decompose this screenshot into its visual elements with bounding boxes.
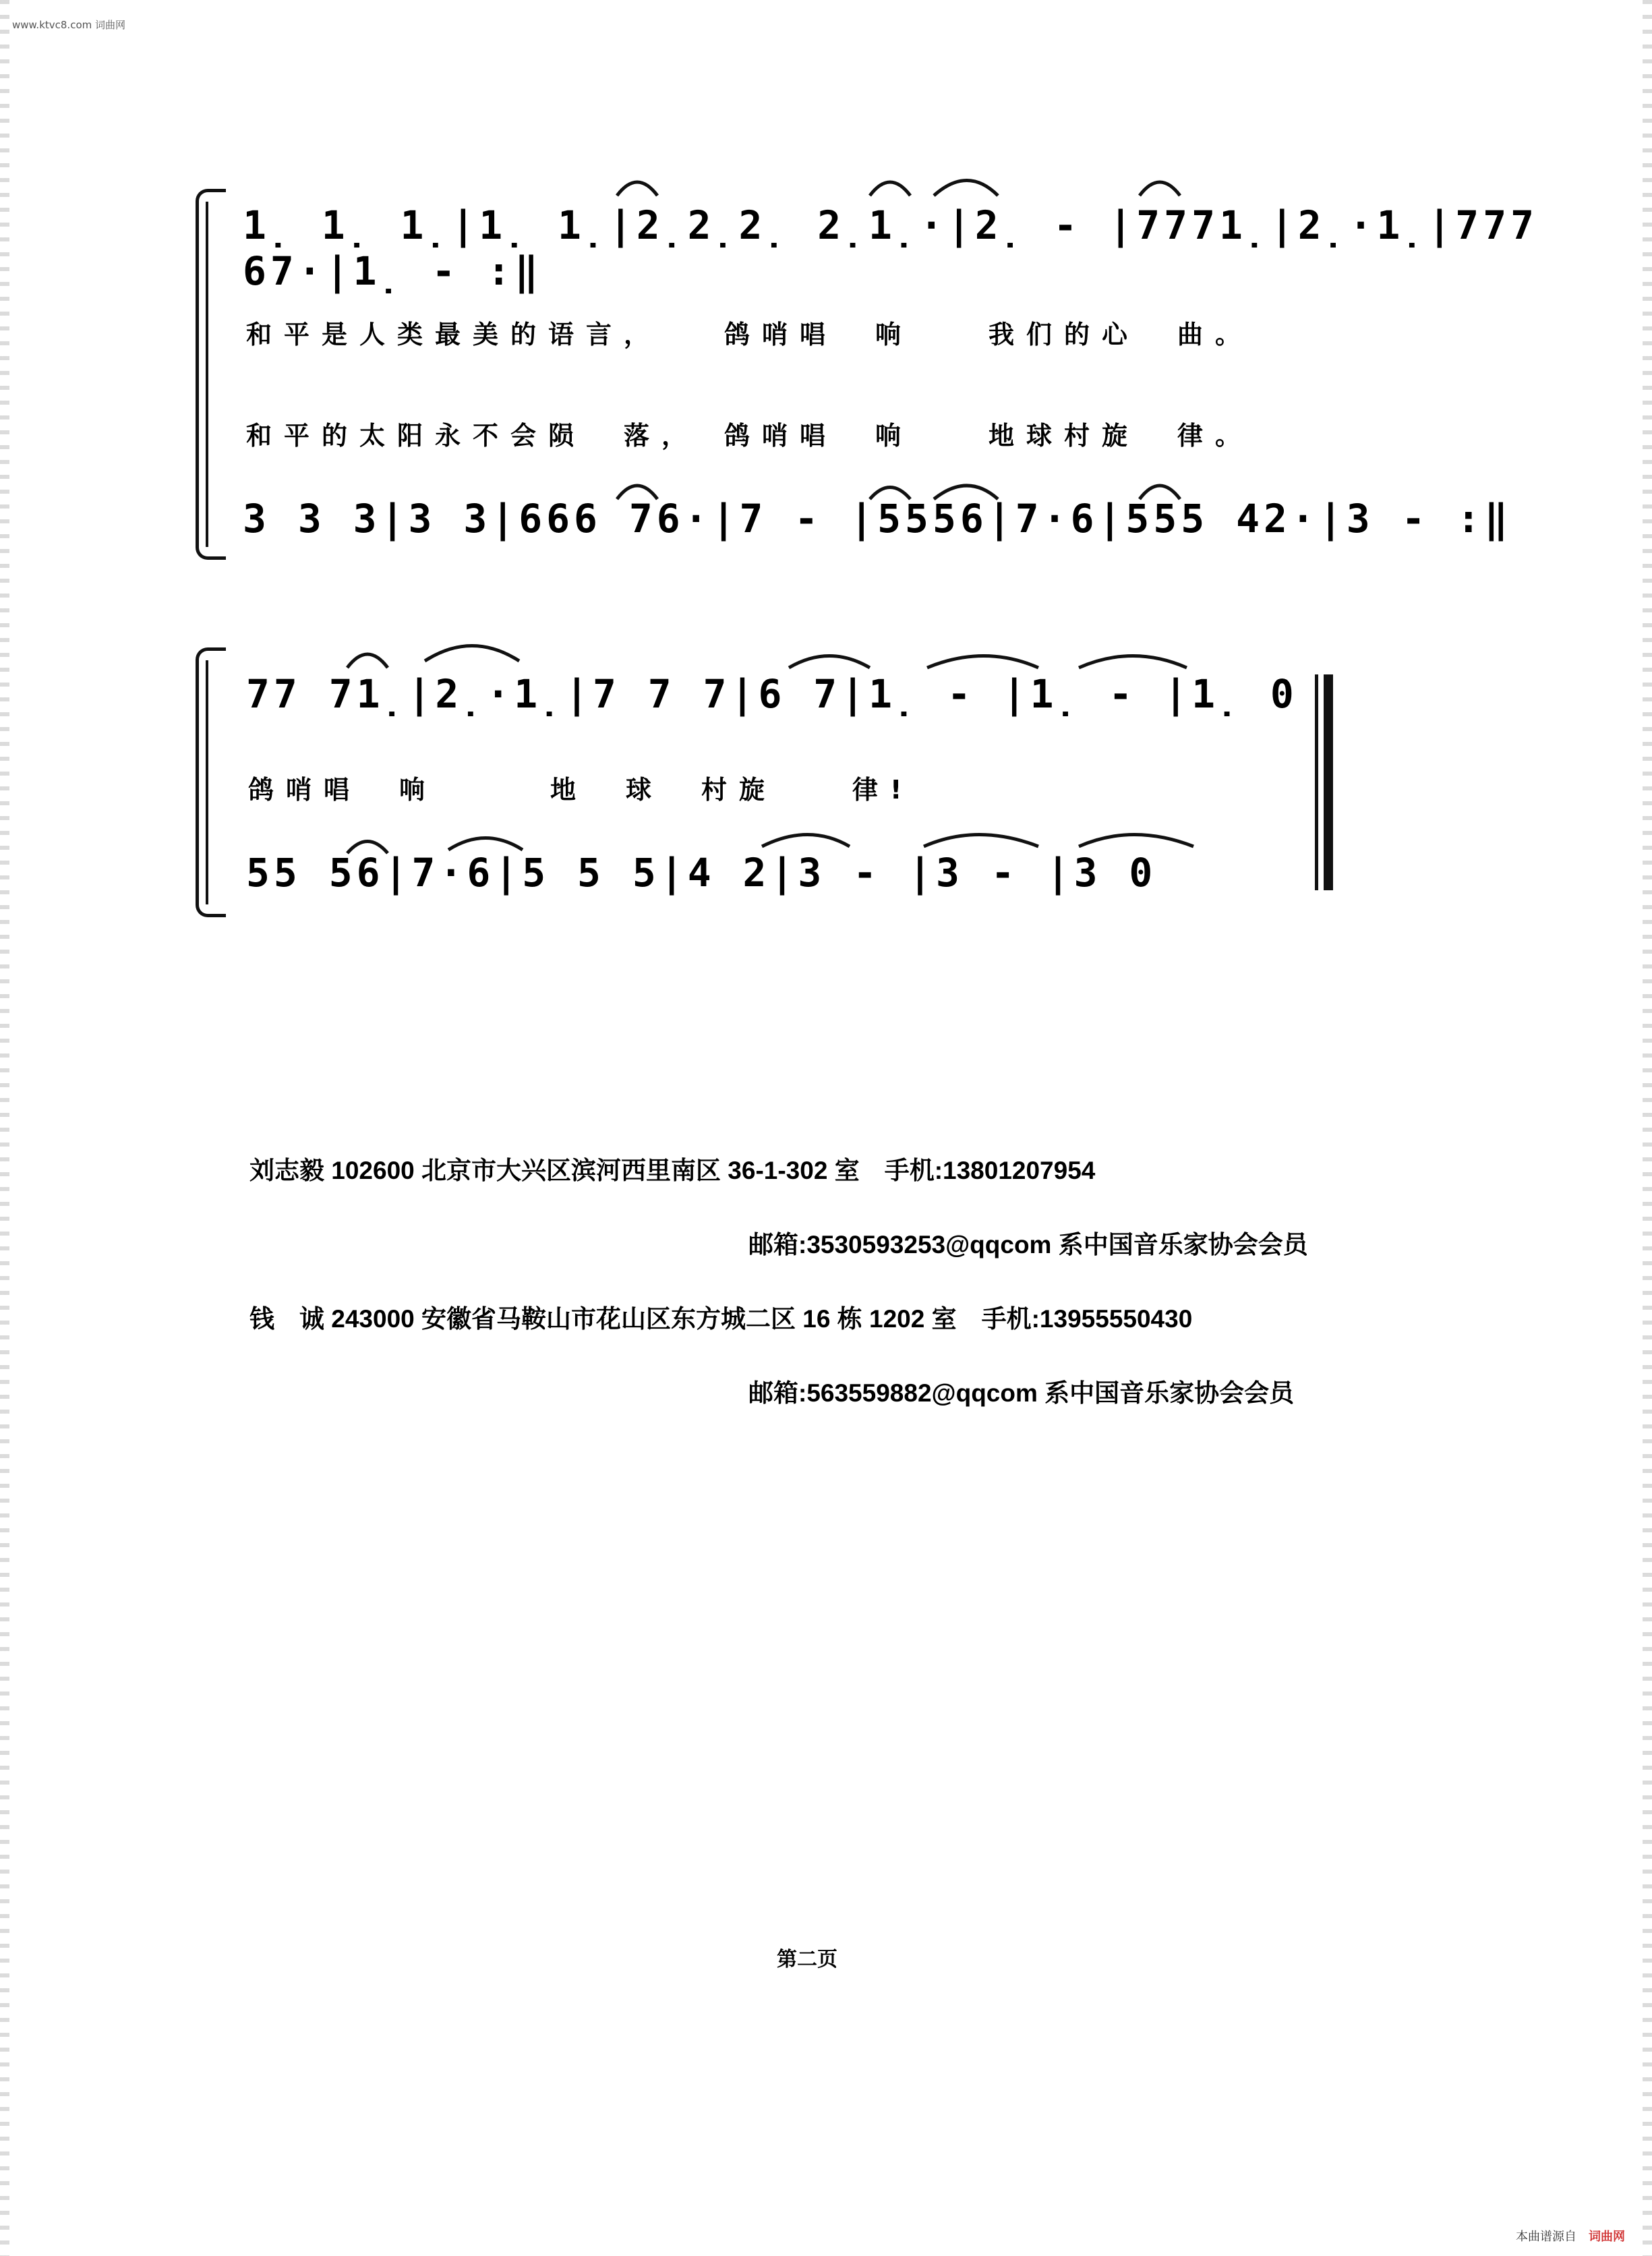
contact-line-4: 邮箱:563559882@qqcom 系中国音乐家协会会员: [748, 1379, 1295, 1407]
watermark-top: www.ktvc8.com 词曲网: [12, 19, 126, 31]
final-barline-thin: [1315, 674, 1318, 890]
watermark-source-text: 本曲谱源自: [1516, 2230, 1576, 2244]
watermark-bottom: [1516, 2227, 1625, 2245]
system2-brace: [196, 647, 226, 917]
page-number: 第二页: [777, 1948, 837, 1971]
final-barline-thick: [1324, 674, 1333, 890]
system1-upper-notes: 1̣ 1̣ 1̣|1̣ 1̣|2̣2̣2̣ 2̣1̣·|2̣ - |7771̣|2̣·1̣|777 67·|1̣ - :‖: [243, 202, 1539, 294]
system1-lyric-verse1: 和平是人类最美的语言， 鸽哨唱 响 我们的心 曲。: [246, 320, 1253, 349]
system1-brace: [196, 189, 226, 560]
contact-line-2: 邮箱:3530593253@qqcom 系中国音乐家协会会员: [748, 1231, 1308, 1259]
system1-lower-notes: 3 3 3|3 3|666 76·|7 - |5556|7·6|555 42·|3 - :‖: [243, 496, 1512, 542]
contact-line-3: 钱 诚 243000 安徽省马鞍山市花山区东方城二区 16 栋 1202 室 手机:13955550430: [249, 1305, 1193, 1333]
system2-lower-notes: 55 56|7·6|5 5 5|4 2|3 - |3 - |3 0: [246, 850, 1157, 896]
contact-line-1: 刘志毅 102600 北京市大兴区滨河西里南区 36-1-302 室 手机:13801207954: [249, 1157, 1096, 1184]
system2-lyric: 鸽哨唱 响 地 球 村旋 律!: [248, 775, 914, 805]
system2-upper-notes: 77 71̣|2̣·1̣|7 7 7|6 7|1̣ - |1̣ - |1̣ 0: [246, 671, 1298, 717]
system1-lyric-verse2: 和平的太阳永不会陨 落， 鸽哨唱 响 地球村旋 律。: [246, 421, 1253, 451]
watermark-brand: 词曲网: [1589, 2230, 1625, 2244]
